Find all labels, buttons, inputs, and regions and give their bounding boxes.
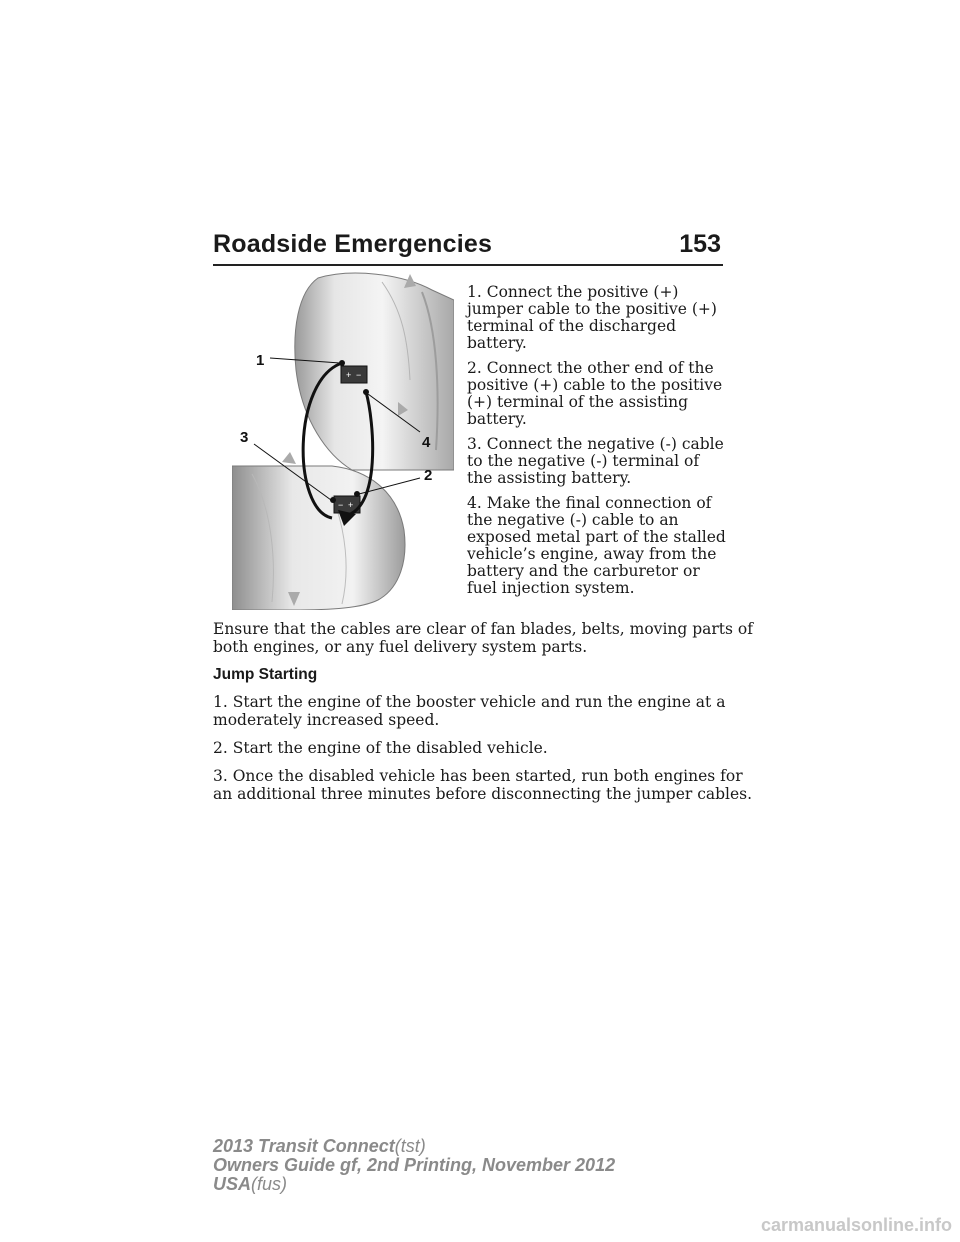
discharged-battery-icon	[341, 366, 367, 383]
footer-market-code: (fus)	[251, 1174, 288, 1194]
section-title: Roadside Emergencies	[213, 230, 493, 258]
main-body	[213, 620, 753, 813]
footer-model: 2013 Transit Connect	[213, 1136, 395, 1156]
footer-printing-line	[213, 1156, 615, 1175]
footer-model-line	[213, 1137, 615, 1156]
jump-step-2: 2. Start the engine of the disabled vehicle.	[213, 739, 548, 757]
page-number: 153	[679, 230, 721, 258]
caution-paragraph: Ensure that the cables are clear of fan blades, belts, moving parts of both engines, or any fuel delivery system parts.	[213, 620, 753, 656]
callout-2: 2	[424, 467, 433, 484]
page-header	[213, 226, 723, 266]
connection-step-3: 3. Connect the negative (-) cable to the negative (-) terminal of the assisting battery.	[467, 435, 724, 487]
callout-4: 4	[422, 434, 431, 451]
connection-steps	[467, 284, 729, 605]
watermark: carmanualsonline.info	[760, 1215, 952, 1235]
terminal-positive-label: +	[346, 370, 352, 380]
jump-step-1: 1. Start the engine of the booster vehicle and run the engine at a moderately increased speed.	[213, 693, 726, 729]
footer-model-code: (tst)	[394, 1136, 426, 1156]
callout-3: 3	[240, 429, 249, 446]
footer-market: USA	[213, 1174, 252, 1194]
page-footer	[213, 1137, 615, 1194]
jump-start-diagram	[232, 270, 454, 610]
footer-printing: Owners Guide gf, 2nd Printing, November 2012	[213, 1155, 616, 1175]
jump-step-3: 3. Once the disabled vehicle has been started, run both engines for an additional three minutes before disconnecting the jumper cables.	[213, 767, 753, 803]
connection-step-1: 1. Connect the positive (+) jumper cable to the positive (+) terminal of the discharged battery.	[467, 283, 717, 352]
booster-vehicle	[232, 452, 405, 610]
terminal-negative-label: −	[356, 370, 362, 380]
callout-1: 1	[256, 352, 265, 369]
jump-start-diagram-svg	[232, 270, 454, 610]
terminal-positive-label: +	[348, 500, 354, 510]
jump-starting-heading: Jump Starting	[213, 666, 318, 683]
terminal-negative-label: −	[338, 500, 344, 510]
footer-market-line	[213, 1175, 615, 1194]
connection-step-2: 2. Connect the other end of the positive (+) cable to the positive (+) terminal of the assisting battery.	[467, 359, 723, 428]
connection-step-4: 4. Make the final connection of the negative (-) cable to an exposed metal part of the stalled vehicle’s engine, away from the battery and the carburetor or fuel injection system.	[467, 494, 726, 597]
